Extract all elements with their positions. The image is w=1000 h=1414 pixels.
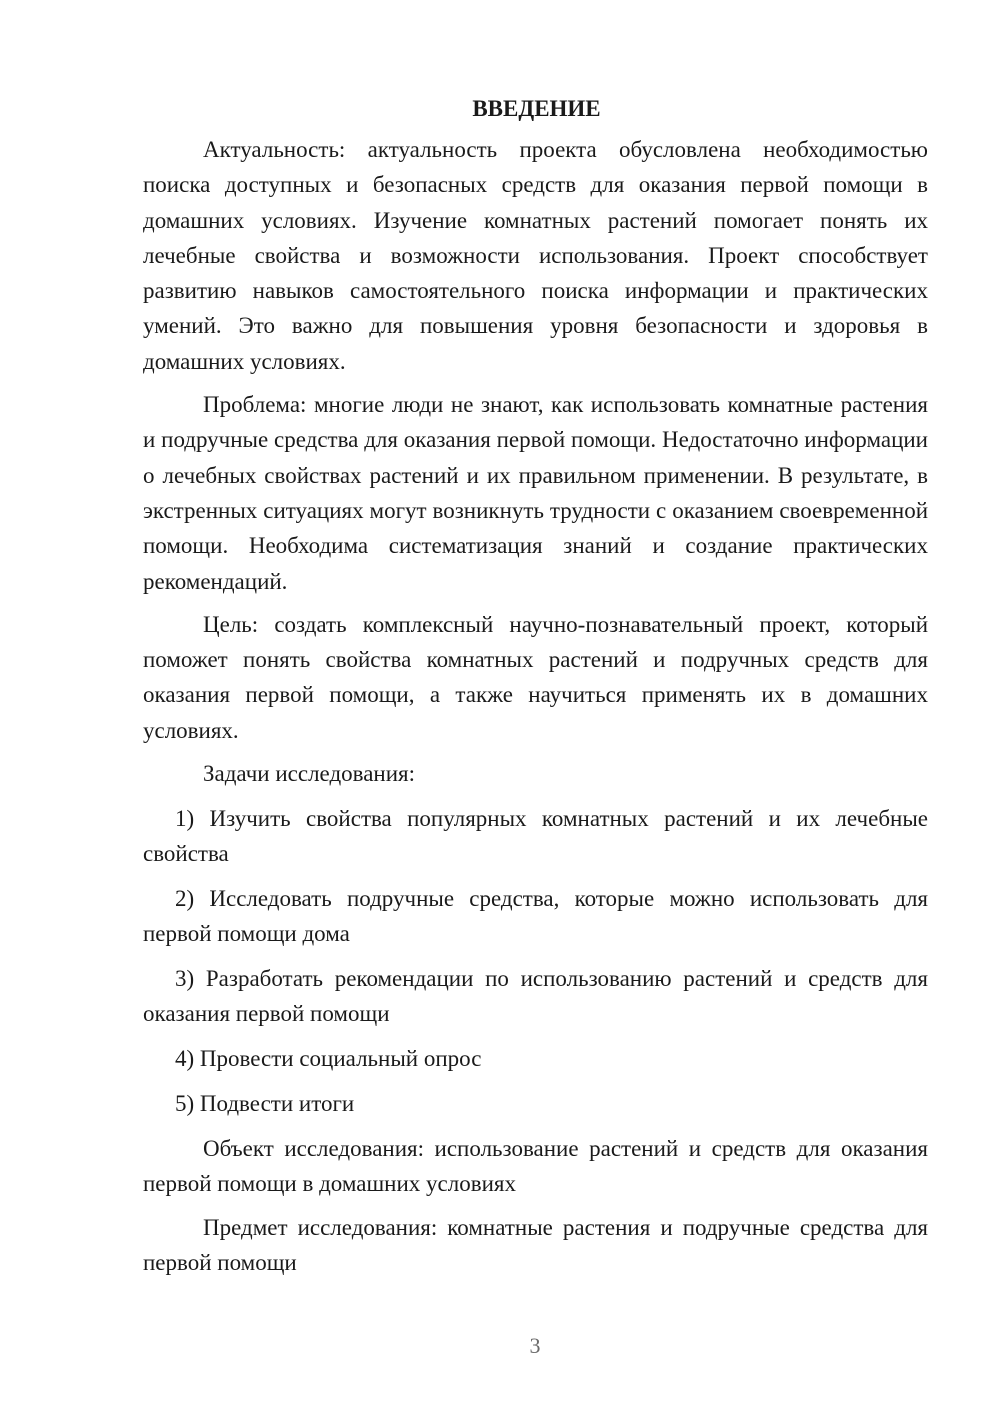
- task-item-3: 3) Разработать рекомендации по использованию растений и средств для оказания первой помощи: [143, 966, 928, 1027]
- goal-paragraph: Цель: создать комплексный научно-познавательный проект, который поможет понять свойства комнатных растений и подручных средств для оказания первой помощи, а также научиться применять их в домашних условиях.: [143, 611, 928, 743]
- object-paragraph: Объект исследования: использование растений и средств для оказания первой помощи в домашних условиях: [143, 1136, 928, 1197]
- task-item-2: 2) Исследовать подручные средства, которые можно использовать для первой помощи дома: [143, 886, 928, 947]
- page-number: 3: [529, 1333, 541, 1358]
- tasks-label: Задачи исследования:: [203, 761, 416, 787]
- task-item-5: 5) Подвести итоги: [175, 1091, 355, 1117]
- problem-paragraph: Проблема: многие люди не знают, как использовать комнатные растения и подручные средства для оказания первой помощи. Недостаточно информации о лечебных свойствах растений и их правильном применении. В результате, в экстренных ситуациях могут возникнуть трудности с оказанием своевременной помощи. Необходима систематизация знаний и создание практических рекомендаций.: [143, 392, 928, 594]
- subject-paragraph: Предмет исследования: комнатные растения и подручные средства для первой помощи: [143, 1214, 928, 1275]
- tasks-list: [143, 801, 928, 1121]
- section-title: ВВЕДЕНИЕ: [472, 96, 601, 121]
- task-item-4: 4) Провести социальный опрос: [175, 1046, 482, 1072]
- relevance-paragraph: Актуальность: актуальность проекта обусловлена необходимостью поиска доступных и безопасных средств для оказания первой помощи в домашних условиях. Изучение комнатных растений помогает понять их лечебные свойства и возможности использования. Проект способствует развитию навыков самостоятельного поиска информации и практических умений. Это важно для повышения уровня безопасности и здоровья в домашних условиях.: [143, 137, 928, 374]
- task-item-1: 1) Изучить свойства популярных комнатных растений и их лечебные свойства: [143, 806, 928, 867]
- document-body: [143, 92, 928, 1288]
